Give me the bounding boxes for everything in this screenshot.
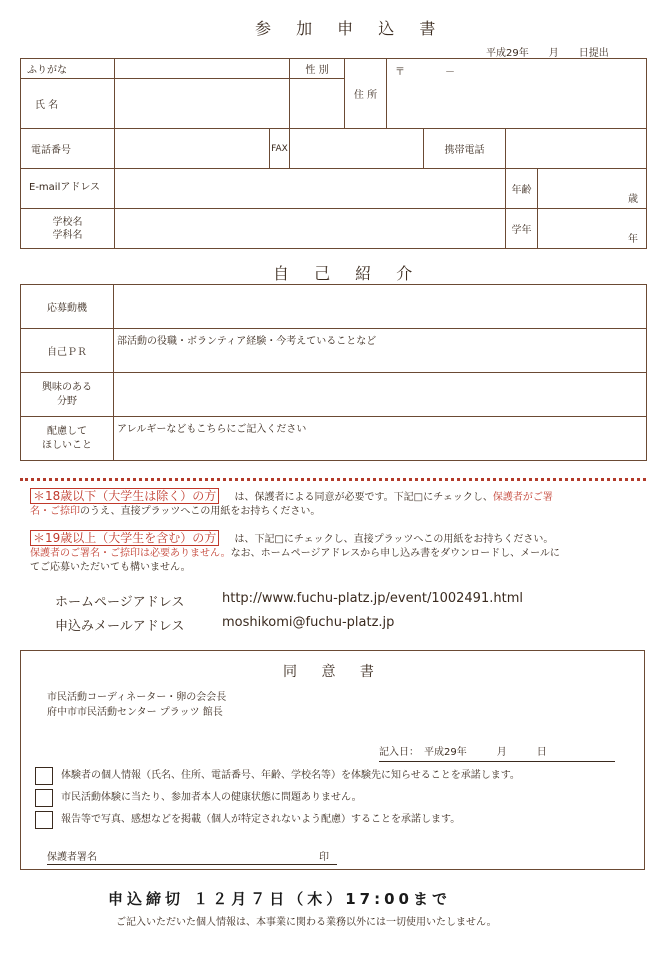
over19-red: 保護者のご署名・ご捺印は必要ありません。 — [30, 548, 231, 559]
interest-field[interactable] — [114, 373, 647, 417]
consent-addressee-2: 府中市市民活動センター プラッツ 館長 — [47, 707, 223, 718]
motive-field[interactable] — [114, 285, 647, 329]
fax-field[interactable] — [290, 129, 424, 169]
submission-date: 平成29年 月 日提出 — [486, 48, 609, 59]
pr-field[interactable]: 部活動の役職・ボランティア経験・今考えていることなど — [114, 329, 647, 373]
consent-checkbox-2[interactable] — [35, 789, 53, 807]
privacy-note: ご記入いただいた個人情報は、本事業に関わる業務以外には一切使用いたしません。 — [116, 917, 497, 928]
consent-title: 同 意 書 — [283, 664, 384, 680]
over19-text-1: は、下記□にチェックし、直接プラッツへこの用紙をお持ちください。 — [234, 534, 554, 545]
name-label: 氏 名 — [21, 79, 115, 129]
name-field[interactable] — [115, 79, 290, 129]
mobile-label: 携帯電話 — [424, 129, 506, 169]
consent-box — [20, 650, 645, 870]
email-field[interactable] — [115, 169, 506, 209]
interest-label-line2: 分野 — [57, 395, 77, 407]
consent-item-2: 市民活動体験に当たり、参加者本人の健康状態に問題ありません。 — [61, 792, 362, 803]
care-label-line1: 配慮して — [47, 425, 87, 437]
consent-item-1: 体験者の個人情報（氏名、住所、電話番号、年齢、学校名等）を体験先に知らせることを承諾します。 — [61, 770, 520, 781]
gender-label: 性 別 — [290, 59, 345, 79]
intro-title: 自 己 紹 介 — [273, 264, 423, 283]
mail-label: 申込みメールアドレス — [55, 619, 185, 634]
phone-label: 電話番号 — [21, 129, 115, 169]
under18-red-1: 保護者がご署 — [492, 492, 553, 503]
consent-date-underline — [379, 761, 615, 762]
guardian-signature-label: 保護者署名 — [47, 852, 97, 863]
mobile-field[interactable] — [506, 129, 647, 169]
school-label — [21, 209, 115, 249]
address-label: 住 所 — [345, 59, 387, 129]
school-label-text: 学校名 — [52, 216, 83, 228]
under18-heading: ＊18歳以下（大学生は除く）の方 — [30, 488, 219, 504]
over19-heading: ＊19歳以上（大学生を含む）の方 — [30, 530, 219, 546]
consent-date: 記入日： 平成29年 月 日 — [379, 747, 547, 758]
consent-checkbox-1[interactable] — [35, 767, 53, 785]
furigana-field[interactable] — [115, 59, 290, 79]
grade-field[interactable]: 年 — [538, 209, 647, 249]
over19-note — [30, 531, 650, 575]
guardian-signature-line[interactable] — [47, 864, 337, 865]
applicant-table — [20, 58, 647, 249]
fax-label: FAX — [270, 129, 290, 169]
consent-checkbox-3[interactable] — [35, 811, 53, 829]
deadline: 申込締切 １２月７日（木）17:00まで — [108, 890, 451, 908]
address-field[interactable]: 〒 － — [387, 59, 647, 129]
over19-text-3: てご応募いただいても構いません。 — [30, 562, 191, 573]
consent-item-3: 報告等で写真、感想などを掲載（個人が特定されないよう配慮）することを承諾します。 — [61, 814, 461, 825]
seal-mark: 印 — [319, 852, 329, 863]
age-label: 年齢 — [506, 169, 538, 209]
interest-label — [21, 373, 114, 417]
dotted-divider — [20, 478, 646, 481]
homepage-label: ホームページアドレス — [55, 595, 185, 610]
consent-addressee-1: 市民活動コーディネーター・卵の会会長 — [47, 692, 227, 703]
homepage-url[interactable]: http://www.fuchu-platz.jp/event/1002491.html — [222, 591, 523, 606]
school-field[interactable] — [115, 209, 506, 249]
furigana-label: ふりがな — [21, 59, 115, 79]
care-field[interactable]: アレルギーなどもこちらにご記入ください — [114, 417, 647, 461]
under18-text-2: のうえ、直接プラッツへこの用紙をお持ちください。 — [80, 506, 321, 517]
age-field[interactable]: 歳 — [538, 169, 647, 209]
under18-text-1: は、保護者による同意が必要です。下記□にチェックし、 — [234, 492, 493, 503]
department-label-text: 学科名 — [52, 229, 83, 241]
care-label — [21, 417, 114, 461]
phone-field[interactable] — [115, 129, 270, 169]
over19-text-2: なお、ホームページアドレスから申し込み書をダウンロードし、メールに — [230, 548, 560, 559]
under18-note — [30, 489, 650, 519]
motive-label: 応募動機 — [21, 285, 114, 329]
under18-red-2: 名・ご捺印 — [30, 506, 80, 517]
page-title: 参 加 申 込 書 — [255, 19, 446, 38]
care-label-line2: ほしいこと — [42, 439, 92, 451]
interest-label-line1: 興味のある — [42, 381, 92, 393]
mail-address[interactable]: moshikomi@fuchu-platz.jp — [222, 615, 395, 630]
grade-label: 学年 — [506, 209, 538, 249]
gender-field[interactable] — [290, 79, 345, 129]
email-label: E-mailアドレス — [21, 169, 115, 209]
pr-label: 自己ＰＲ — [21, 329, 114, 373]
intro-table — [20, 284, 647, 461]
